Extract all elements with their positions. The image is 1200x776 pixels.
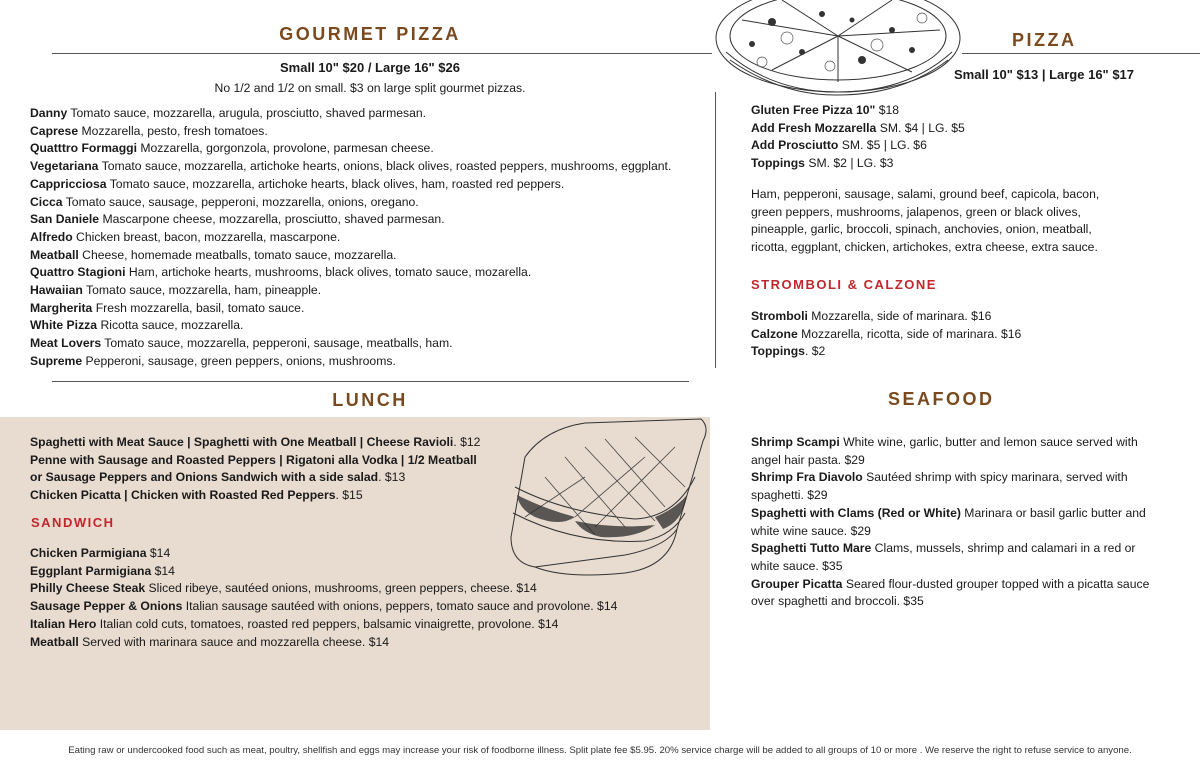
list-item: Philly Cheese Steak Sliced ribeye, sautéed onions, mushrooms, green peppers, cheese. $14: [30, 581, 537, 596]
vertical-divider: [715, 92, 716, 368]
toppings-list: Ham, pepperoni, sausage, salami, ground beef, capicola, bacon, green peppers, mushrooms, jalapenos, green or black olives, pineapple, garlic, broccoli, spinach, anchovies, onion, meatball, ricotta, eggplant, chicken, artichokes, extra cheese, extra sauce.: [751, 187, 1100, 255]
list-item: Add Prosciutto SM. $5 | LG. $6: [751, 138, 927, 153]
divider: [52, 381, 689, 382]
list-item: Cicca Tomato sauce, sausage, pepperoni, mozzarella, onions, oregano.: [30, 194, 419, 209]
pizza-title: PIZZA: [1012, 30, 1077, 50]
list-item: Hawaiian Tomato sauce, mozzarella, ham, pineapple.: [30, 283, 322, 298]
stromboli-title: STROMBOLI & CALZONE: [751, 277, 937, 292]
gourmet-list: [30, 105, 710, 371]
gourmet-pizza-title: GOURMET PIZZA: [279, 24, 461, 44]
gourmet-price: Small 10" $20 / Large 16" $26: [280, 60, 460, 75]
list-item: Spaghetti with Clams (Red or White) Marinara or basil garlic butter and white wine sauce. $29: [751, 505, 1146, 538]
list-item: Grouper Picatta Seared flour-dusted grouper topped with a picatta sauce over spaghetti and broccoli. $35: [751, 576, 1150, 609]
list-item: Danny Tomato sauce, mozzarella, arugula, prosciutto, shaved parmesan.: [30, 106, 427, 120]
list-item: Quattro Stagioni Ham, artichoke hearts, mushrooms, black olives, tomato sauce, mozarella.: [30, 265, 532, 280]
list-item: Cappricciosa Tomato sauce, mozzarella, artichoke hearts, black olives, ham, roasted red peppers.: [30, 176, 565, 191]
list-item: White Pizza Ricotta sauce, mozzarella.: [30, 318, 244, 333]
list-item: Shrimp Scampi White wine, garlic, butter and lemon sauce served with angel hair pasta. $29: [751, 435, 1138, 467]
list-item: Add Fresh Mozzarella SM. $4 | LG. $5: [751, 120, 965, 135]
list-item: Sausage Pepper & Onions Italian sausage sautéed with onions, peppers, tomato sauce and provolone. $14: [30, 599, 618, 614]
list-item: Gluten Free Pizza 10" $18: [751, 103, 900, 117]
list-item: Meat Lovers Tomato sauce, mozzarella, pepperoni, sausage, meatballs, ham.: [30, 336, 453, 351]
lunch-title: LUNCH: [332, 390, 408, 410]
list-item: Stromboli Mozzarella, side of marinara. $16: [751, 309, 992, 323]
seafood-list: [751, 434, 1151, 611]
list-item: Quatttro Formaggi Mozzarella, gorgonzola, provolone, parmesan cheese.: [30, 141, 434, 156]
list-item: Supreme Pepperoni, sausage, green peppers, onions, mushrooms.: [30, 353, 396, 368]
list-item: Spaghetti with Meat Sauce | Spaghetti with One Meatball | Cheese Ravioli. $12: [30, 435, 481, 449]
list-item: or Sausage Peppers and Onions Sandwich with a side salad. $13: [30, 470, 406, 485]
divider: [962, 53, 1200, 54]
list-item: San Daniele Mascarpone cheese, mozzarella, prosciutto, shaved parmesan.: [30, 212, 445, 227]
list-item: Spaghetti Tutto Mare Clams, mussels, shrimp and calamari in a red or white sauce. $35: [751, 541, 1136, 573]
list-item: Penne with Sausage and Roasted Peppers | Rigatoni alla Vodka | 1/2 Meatball: [30, 452, 477, 467]
list-item: Toppings. $2: [751, 344, 826, 359]
list-item: Italian Hero Italian cold cuts, tomatoes, roasted red peppers, balsamic vinaigrette, provolone. $14: [30, 616, 559, 631]
list-item: Margherita Fresh mozzarella, basil, tomato sauce.: [30, 300, 305, 315]
list-item: Vegetariana Tomato sauce, mozzarella, artichoke hearts, onions, black olives, roasted peppers, mushrooms, eggplant.: [30, 159, 672, 174]
pizza-price: Small 10" $13 | Large 16" $17: [954, 67, 1135, 82]
seafood-title: SEAFOOD: [888, 389, 995, 409]
pizza-extras-list: [751, 102, 965, 173]
list-item: Chicken Picatta | Chicken with Roasted Red Peppers. $15: [30, 488, 363, 503]
pizza-sketch-icon: [712, 0, 964, 96]
list-item: Shrimp Fra Diavolo Sautéed shrimp with spicy marinara, served with spaghetti. $29: [751, 470, 1128, 503]
list-item: Meatball Cheese, homemade meatballs, tomato sauce, mozzarella.: [30, 247, 397, 262]
divider: [52, 53, 712, 54]
list-item: Chicken Parmigiana $14: [30, 546, 171, 560]
footer-disclaimer: Eating raw or undercooked food such as meat, poultry, shellfish and eggs may increase your risk of foodborne illness. Split plate fee $5.95. 20% service charge will be added to all groups of 10 or more . We reserve the right to refuse service to anyone.: [68, 745, 1132, 756]
sandwich-list: [30, 545, 630, 651]
stromboli-list: [751, 308, 1021, 361]
list-item: Toppings SM. $2 | LG. $3: [751, 156, 894, 171]
list-item: Calzone Mozzarella, ricotta, side of marinara. $16: [751, 326, 1022, 341]
list-item: Caprese Mozzarella, pesto, fresh tomatoes.: [30, 123, 268, 138]
lunch-list: [30, 434, 480, 505]
gourmet-note: No 1/2 and 1/2 on small. $3 on large split gourmet pizzas.: [214, 81, 526, 95]
list-item: Meatball Served with marinara sauce and mozzarella cheese. $14: [30, 634, 390, 649]
list-item: Alfredo Chicken breast, bacon, mozzarella, mascarpone.: [30, 229, 341, 244]
list-item: Eggplant Parmigiana $14: [30, 563, 175, 578]
sandwich-title: SANDWICH: [31, 515, 115, 530]
